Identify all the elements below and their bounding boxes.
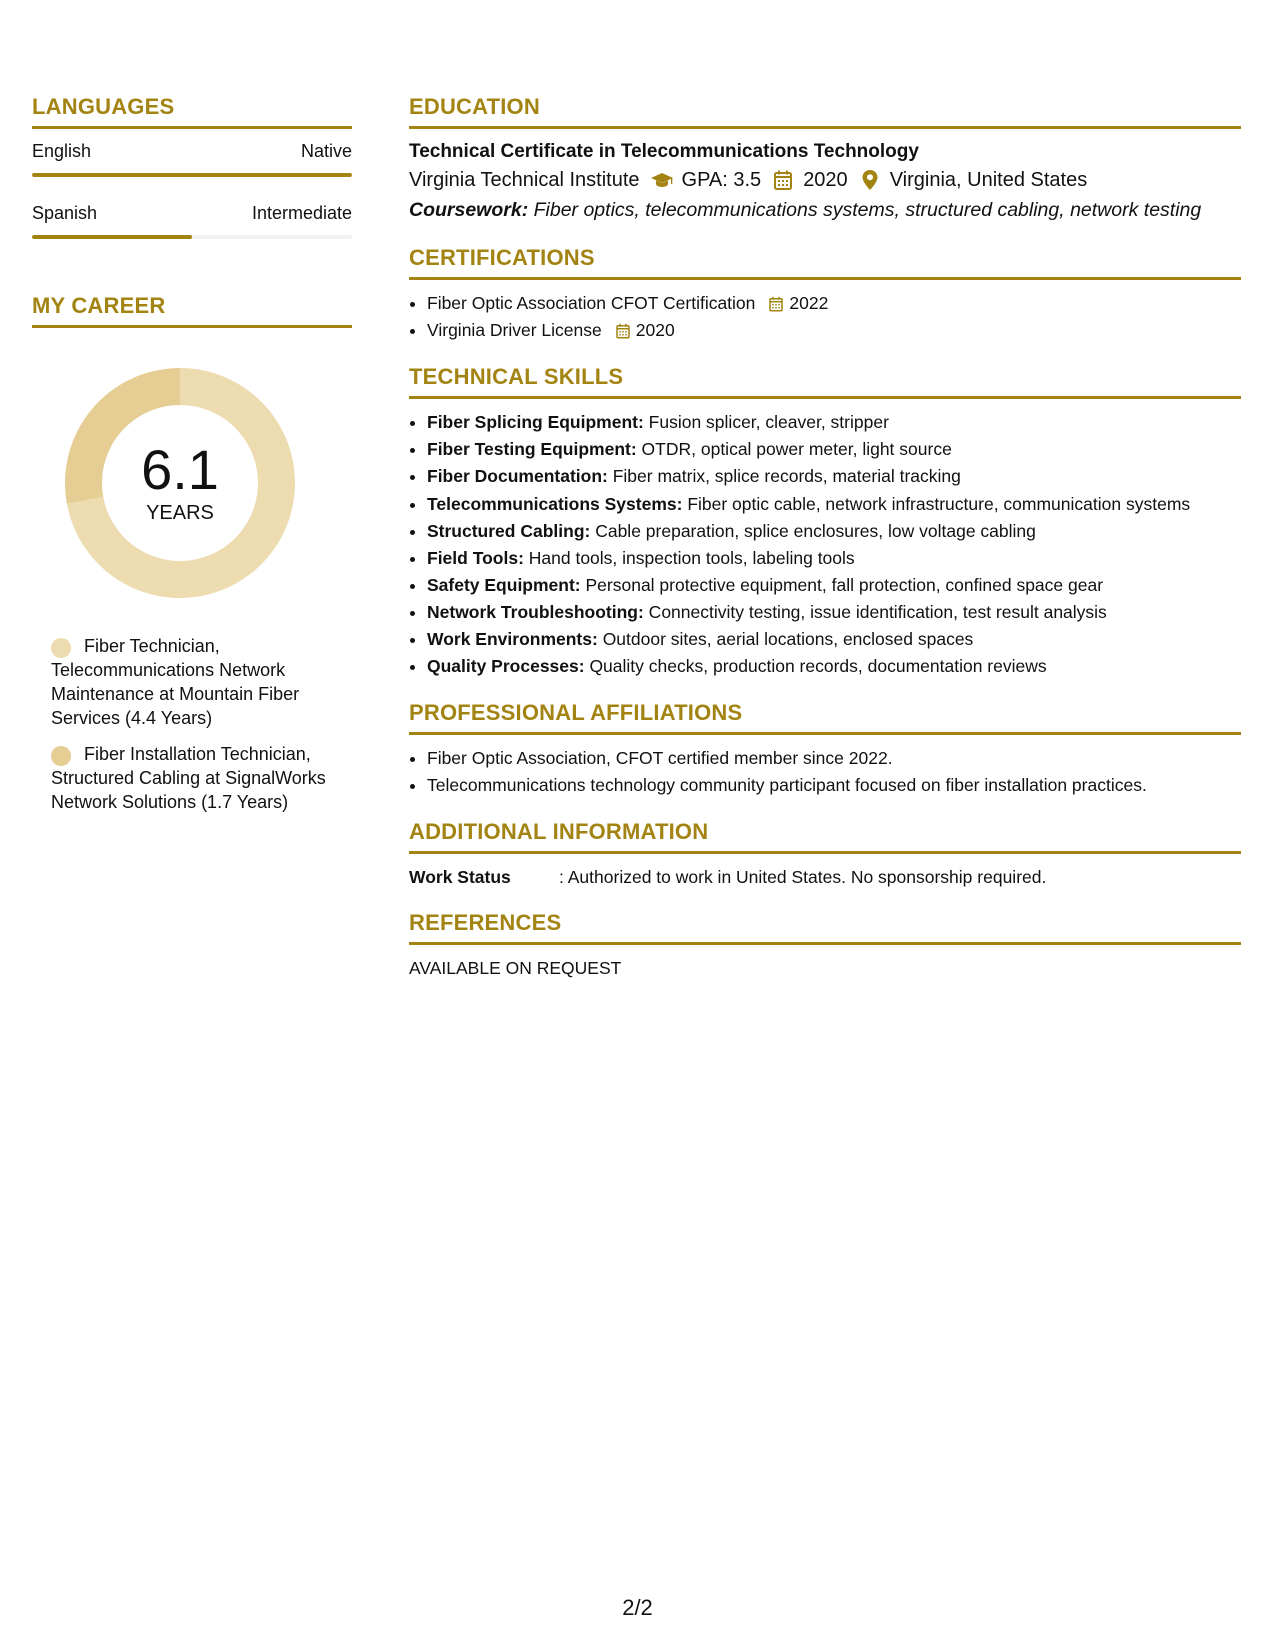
language-bar-fill — [32, 235, 192, 239]
education-location: Virginia, United States — [889, 169, 1088, 191]
additional-heading: ADDITIONAL INFORMATION — [409, 819, 1241, 854]
skill-label: Fiber Documentation: — [427, 466, 608, 486]
certifications-section — [409, 245, 1241, 344]
education-year: 2020 — [803, 169, 848, 191]
skill-label: Field Tools: — [427, 548, 524, 568]
skills-section — [409, 364, 1241, 680]
cert-year: 2020 — [635, 320, 675, 340]
coursework-text: Fiber optics, telecommunications systems, structured cabling, network testing — [528, 199, 1202, 221]
skill-text: Fiber optic cable, network infrastructure, communication systems — [682, 494, 1191, 514]
skill-text: Fiber matrix, splice records, material tracking — [607, 466, 961, 486]
skill-label: Work Environments: — [427, 629, 598, 649]
legend-label: Fiber Installation Technician, Structured Cabling at SignalWorks Network Solutions (1.7 Years) — [51, 744, 326, 812]
graduation-cap-icon — [650, 168, 674, 192]
skill-label: Fiber Splicing Equipment: — [427, 412, 644, 432]
skill-label: Fiber Testing Equipment: — [427, 439, 637, 459]
language-item — [32, 139, 352, 177]
right-column — [409, 94, 1241, 1001]
language-bar — [32, 173, 352, 177]
language-item — [32, 201, 352, 239]
list-item — [427, 490, 1241, 518]
list-item — [427, 572, 1241, 599]
skill-label: Safety Equipment: — [427, 575, 581, 595]
education-section — [409, 94, 1241, 225]
cert-year: 2022 — [789, 293, 829, 313]
career-donut — [65, 368, 295, 598]
list-item — [427, 409, 1241, 436]
affiliations-list — [409, 745, 1241, 799]
skill-text: Fusion splicer, cleaver, stripper — [643, 412, 889, 432]
skills-heading: TECHNICAL SKILLS — [409, 364, 1241, 399]
legend-label: Fiber Technician, Telecommunications Network Maintenance at Mountain Fiber Services (4.4 Years) — [51, 636, 300, 728]
legend-dot — [51, 746, 71, 766]
skill-text: OTDR, optical power meter, light source — [636, 439, 952, 459]
skill-text: Hand tools, inspection tools, labeling tools — [523, 548, 855, 568]
skill-text: Quality checks, production records, documentation reviews — [584, 656, 1047, 676]
skill-label: Quality Processes: — [427, 656, 585, 676]
list-item — [427, 518, 1241, 545]
skill-text: Outdoor sites, aerial locations, enclosed spaces — [597, 629, 974, 649]
skill-text: Personal protective equipment, fall protection, confined space gear — [580, 575, 1104, 595]
references-heading: REFERENCES — [409, 910, 1241, 945]
list-item — [427, 626, 1241, 653]
list-item — [427, 599, 1241, 626]
certifications-heading: CERTIFICATIONS — [409, 245, 1241, 280]
language-level: Intermediate — [251, 203, 352, 223]
language-bar — [32, 235, 352, 239]
page-number: 2/2 — [622, 1595, 653, 1620]
total-years: 6.1 — [141, 437, 219, 501]
skill-label: Network Troubleshooting: — [427, 602, 644, 622]
skill-text: Cable preparation, splice enclosures, low voltage cabling — [590, 521, 1036, 541]
education-meta — [409, 165, 1241, 195]
coursework — [409, 195, 1241, 225]
list-item — [427, 653, 1241, 680]
school-name: Virginia Technical Institute — [409, 169, 640, 191]
skills-list — [409, 409, 1241, 680]
skill-label: Structured Cabling: — [427, 521, 591, 541]
calendar-icon — [771, 168, 795, 192]
skill-text: Connectivity testing, issue identification, test result analysis — [643, 602, 1107, 622]
coursework-label: Coursework: — [409, 199, 529, 221]
years-unit: YEARS — [146, 501, 214, 524]
language-name: English — [32, 141, 92, 161]
list-item — [427, 436, 1241, 463]
language-level: Native — [300, 141, 352, 161]
degree-title: Technical Certificate in Telecommunications Technology — [409, 141, 919, 162]
map-pin-icon — [858, 168, 882, 192]
left-column — [32, 94, 352, 826]
affiliations-section — [409, 700, 1241, 799]
cert-name: • Virginia Driver License — [427, 320, 602, 340]
education-heading: EDUCATION — [409, 94, 1241, 129]
list-item — [427, 545, 1241, 572]
list-item: • Telecommunications technology community participant focused on fiber installation practices. — [427, 772, 1241, 799]
work-status-value: : Authorized to work in United States. No sponsorship required. — [559, 867, 1047, 887]
certifications-list — [409, 290, 1241, 344]
career-legend — [51, 634, 341, 814]
skill-label: Telecommunications Systems: — [427, 494, 683, 514]
gpa: GPA: 3.5 — [681, 169, 762, 191]
list-item: • Fiber Optic Association, CFOT certified member since 2022. — [427, 745, 1241, 772]
additional-section — [409, 819, 1241, 890]
legend-item — [51, 634, 341, 730]
legend-item — [51, 742, 341, 814]
languages-heading: LANGUAGES — [32, 94, 352, 129]
legend-dot — [51, 638, 71, 658]
list-item — [427, 463, 1241, 490]
calendar-icon — [614, 322, 632, 340]
references-text: AVAILABLE ON REQUEST — [409, 958, 622, 978]
work-status-row — [409, 864, 1241, 890]
career-heading: MY CAREER — [32, 293, 352, 328]
list-item — [427, 290, 1241, 317]
calendar-icon — [767, 295, 785, 313]
list-item — [427, 317, 1241, 344]
donut-center — [65, 368, 295, 598]
cert-name: • Fiber Optic Association CFOT Certification — [427, 293, 756, 313]
language-name: Spanish — [32, 203, 98, 223]
references-section — [409, 910, 1241, 981]
language-bar-fill — [32, 173, 352, 177]
work-status-label: Work Status — [409, 867, 511, 887]
affiliations-heading: PROFESSIONAL AFFILIATIONS — [409, 700, 1241, 735]
